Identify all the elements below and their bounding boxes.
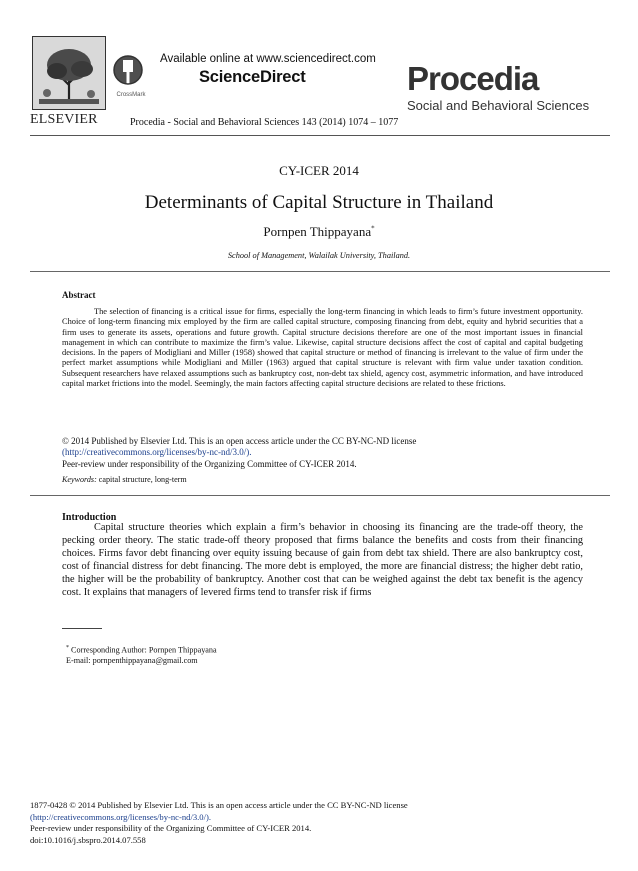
keywords-line [62,475,187,484]
abstract-top-divider [30,271,610,272]
crossmark-icon [112,54,144,90]
copyright-notice [62,436,583,470]
author-line [0,224,638,240]
abstract-heading: Abstract [62,290,96,300]
bottom-doi[interactable]: doi:10.1016/j.sbspro.2014.07.558 [30,834,146,845]
footnote-author [66,645,217,655]
footnote-divider [62,628,102,629]
introduction-body: Capital structure theories which explain a firm’s behavior in choosing its financing are the trade-off theory, the pecking order theory. The static trade-off theory proposed that firms balance the benefits and costs from their financing choices. Firms favor debt financing over equity issuing because of gain from debt tax shield. There are also bankruptcy cost, cost of financial distress for debt financing. The more debt is employed, the more are financial distress; the higher debt ratio, the higher will be the probability of bankruptcy. Another cost that can be weighed against the debt tax benefit is the agency cost. It explains that managers of levered firms tend to transfer risk if firms [62,522,583,599]
footnote-email: E-mail: pornpenthippayana@gmail.com [66,656,198,665]
footnote-mark: * [66,645,69,651]
bottom-license-link[interactable]: (http://creativecommons.org/licenses/by-nc-nd/3.0/). [30,811,211,822]
elsevier-wordmark: ELSEVIER [30,112,98,127]
bottom-issn-line: 1877-0428 © 2014 Published by Elsevier Ltd. This is an open access article under the CC BY-NC-ND license [30,800,408,810]
introduction-heading: Introduction [62,512,117,523]
elsevier-logo [30,36,106,128]
available-online-text: Available online at www.sciencedirect.com [160,53,376,65]
keywords-values: capital structure, long-term [96,475,187,484]
author-footnote-mark: * [371,224,375,233]
conference-name: CY-ICER 2014 [279,163,359,178]
bottom-peer-review: Peer-review under responsibility of the Organizing Committee of CY-ICER 2014. [30,823,312,834]
header-divider [30,135,610,136]
affiliation: School of Management, Walailak University, Thailand. [227,251,411,260]
crossmark-label: CrossMark [116,92,146,98]
journal-citation: Procedia - Social and Behavioral Sciences 143 (2014) 1074 – 1077 [130,117,399,128]
procedia-wordmark: Procedia [407,60,539,97]
author-name: Pornpen Thippayana [263,224,372,239]
elsevier-tree-icon [32,36,106,110]
crossmark-logo[interactable] [112,54,144,98]
bottom-legal-block [30,800,610,846]
procedia-subtitle: Social and Behavioral Sciences [407,98,590,113]
copyright-line: © 2014 Published by Elsevier Ltd. This is an open access article under the CC BY-NC-ND license [62,436,417,446]
keywords-label: Keywords: [62,475,97,484]
license-link[interactable]: (http://creativecommons.org/licenses/by-nc-nd/3.0/). [62,447,252,458]
abstract-body: The selection of financing is a critical issue for firms, especially the long-term financing in which leads to firm’s future investment opportunity. Choice of long-term financing mix employed by the firm are called capital structure, composing financing from debt, equity and hybrid securities that a firm uses to generate its assets, operations and future growth. Capital structure decisions therefore are one of the most important issues in financial management in which can contribute to maximize the firm’s value. Likewise, capital structure decisions affect the cost of capital and capital budgeting decisions. In the papers of Modigliani and Miller (1958) showed that capital structure or method of financing is irrelevant to the value of firm under the perfect market assumptions while Modigliani and Miller (1963) argued that capital structure is relevant with firm value under taxation condition. Subsequent researchers have relaxed assumptions such as bankruptcy cost, non-debt tax shield, agency cost, asymmetric information, and have introduced capital market frictions into the model. Seemingly, the main factors affecting capital structure decisions are related to these frictions. [62,307,583,388]
keywords-divider [30,495,610,496]
peer-review-line: Peer-review under responsibility of the Organizing Committee of CY-ICER 2014. [62,458,357,469]
footnote-author-text: Corresponding Author: Pornpen Thippayana [69,645,217,655]
sciencedirect-wordmark: ScienceDirect [199,68,306,86]
paper-title: Determinants of Capital Structure in Thailand [144,192,494,213]
